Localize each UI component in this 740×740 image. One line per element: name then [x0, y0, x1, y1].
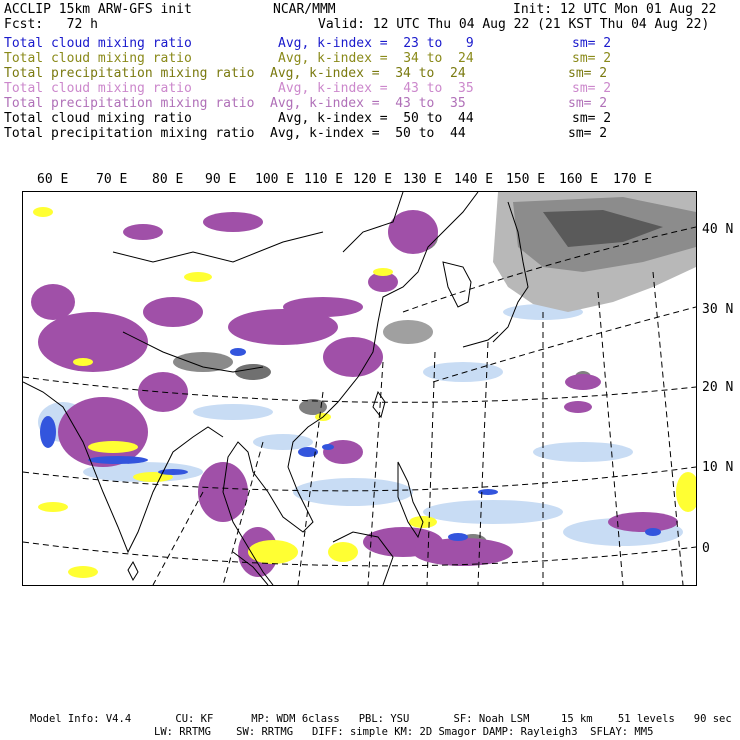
- model-info-line-2: LW: RRTMG SW: RRTMG DIFF: simple KM: 2D Smagor DAMP: Rayleigh3 SFLAY: MM5: [154, 726, 654, 738]
- field-name: Total cloud mixing ratio: [4, 111, 192, 126]
- field-sm: sm= 2: [572, 51, 612, 66]
- field-sm: sm= 2: [568, 126, 608, 141]
- field-sm: sm= 2: [568, 96, 608, 111]
- field-avg: Avg, k-index = 50 to 44: [278, 111, 474, 126]
- field-avg: Avg, k-index = 43 to 35: [270, 96, 466, 111]
- field-avg: Avg, k-index = 50 to 44: [270, 126, 466, 141]
- lat-label: 30 N: [702, 302, 734, 317]
- coastlines: [23, 192, 528, 585]
- lon-label: 90 E: [205, 172, 237, 187]
- field-name: Total cloud mixing ratio: [4, 36, 192, 51]
- init-time: Init: 12 UTC Mon 01 Aug 22: [513, 2, 717, 17]
- lon-label: 170 E: [613, 172, 653, 187]
- field-name: Total cloud mixing ratio: [4, 51, 192, 66]
- lon-label: 110 E: [304, 172, 344, 187]
- org-label: NCAR/MMM: [273, 2, 336, 17]
- field-sm: sm= 2: [572, 111, 612, 126]
- lon-label: 100 E: [255, 172, 295, 187]
- lon-label: 80 E: [152, 172, 184, 187]
- field-name: Total precipitation mixing ratio: [4, 126, 255, 141]
- field-avg: Avg, k-index = 34 to 24: [270, 66, 466, 81]
- lon-label: 140 E: [454, 172, 494, 187]
- valid-time: Valid: 12 UTC Thu 04 Aug 22 (21 KST Thu 04 Aug 22): [318, 17, 710, 32]
- field-avg: Avg, k-index = 34 to 24: [278, 51, 474, 66]
- lon-label: 130 E: [403, 172, 443, 187]
- field-sm: sm= 2: [572, 81, 612, 96]
- lon-label: 160 E: [559, 172, 599, 187]
- lon-label: 70 E: [96, 172, 128, 187]
- lat-label: 10 N: [702, 460, 734, 475]
- model-title: ACCLIP 15km ARW-GFS init: [4, 2, 192, 17]
- field-name: Total precipitation mixing ratio: [4, 66, 255, 81]
- map-canvas: [23, 192, 696, 585]
- lon-label: 120 E: [353, 172, 393, 187]
- field-avg: Avg, k-index = 43 to 35: [278, 81, 474, 96]
- lat-label: 20 N: [702, 380, 734, 395]
- field-sm: sm= 2: [568, 66, 608, 81]
- field-sm: sm= 2: [572, 36, 612, 51]
- field-name: Total precipitation mixing ratio: [4, 96, 255, 111]
- lon-label: 150 E: [506, 172, 546, 187]
- lat-label: 40 N: [702, 222, 734, 237]
- lat-label: 0: [702, 541, 710, 556]
- map-panel: [22, 191, 697, 586]
- forecast-hour: Fcst: 72 h: [4, 17, 98, 32]
- field-avg: Avg, k-index = 23 to 9: [278, 36, 474, 51]
- model-info-line-1: Model Info: V4.4 CU: KF MP: WDM 6class PBL: YSU SF: Noah LSM 15 km 51 levels 90 sec: [30, 713, 732, 725]
- field-name: Total cloud mixing ratio: [4, 81, 192, 96]
- lon-label: 60 E: [37, 172, 69, 187]
